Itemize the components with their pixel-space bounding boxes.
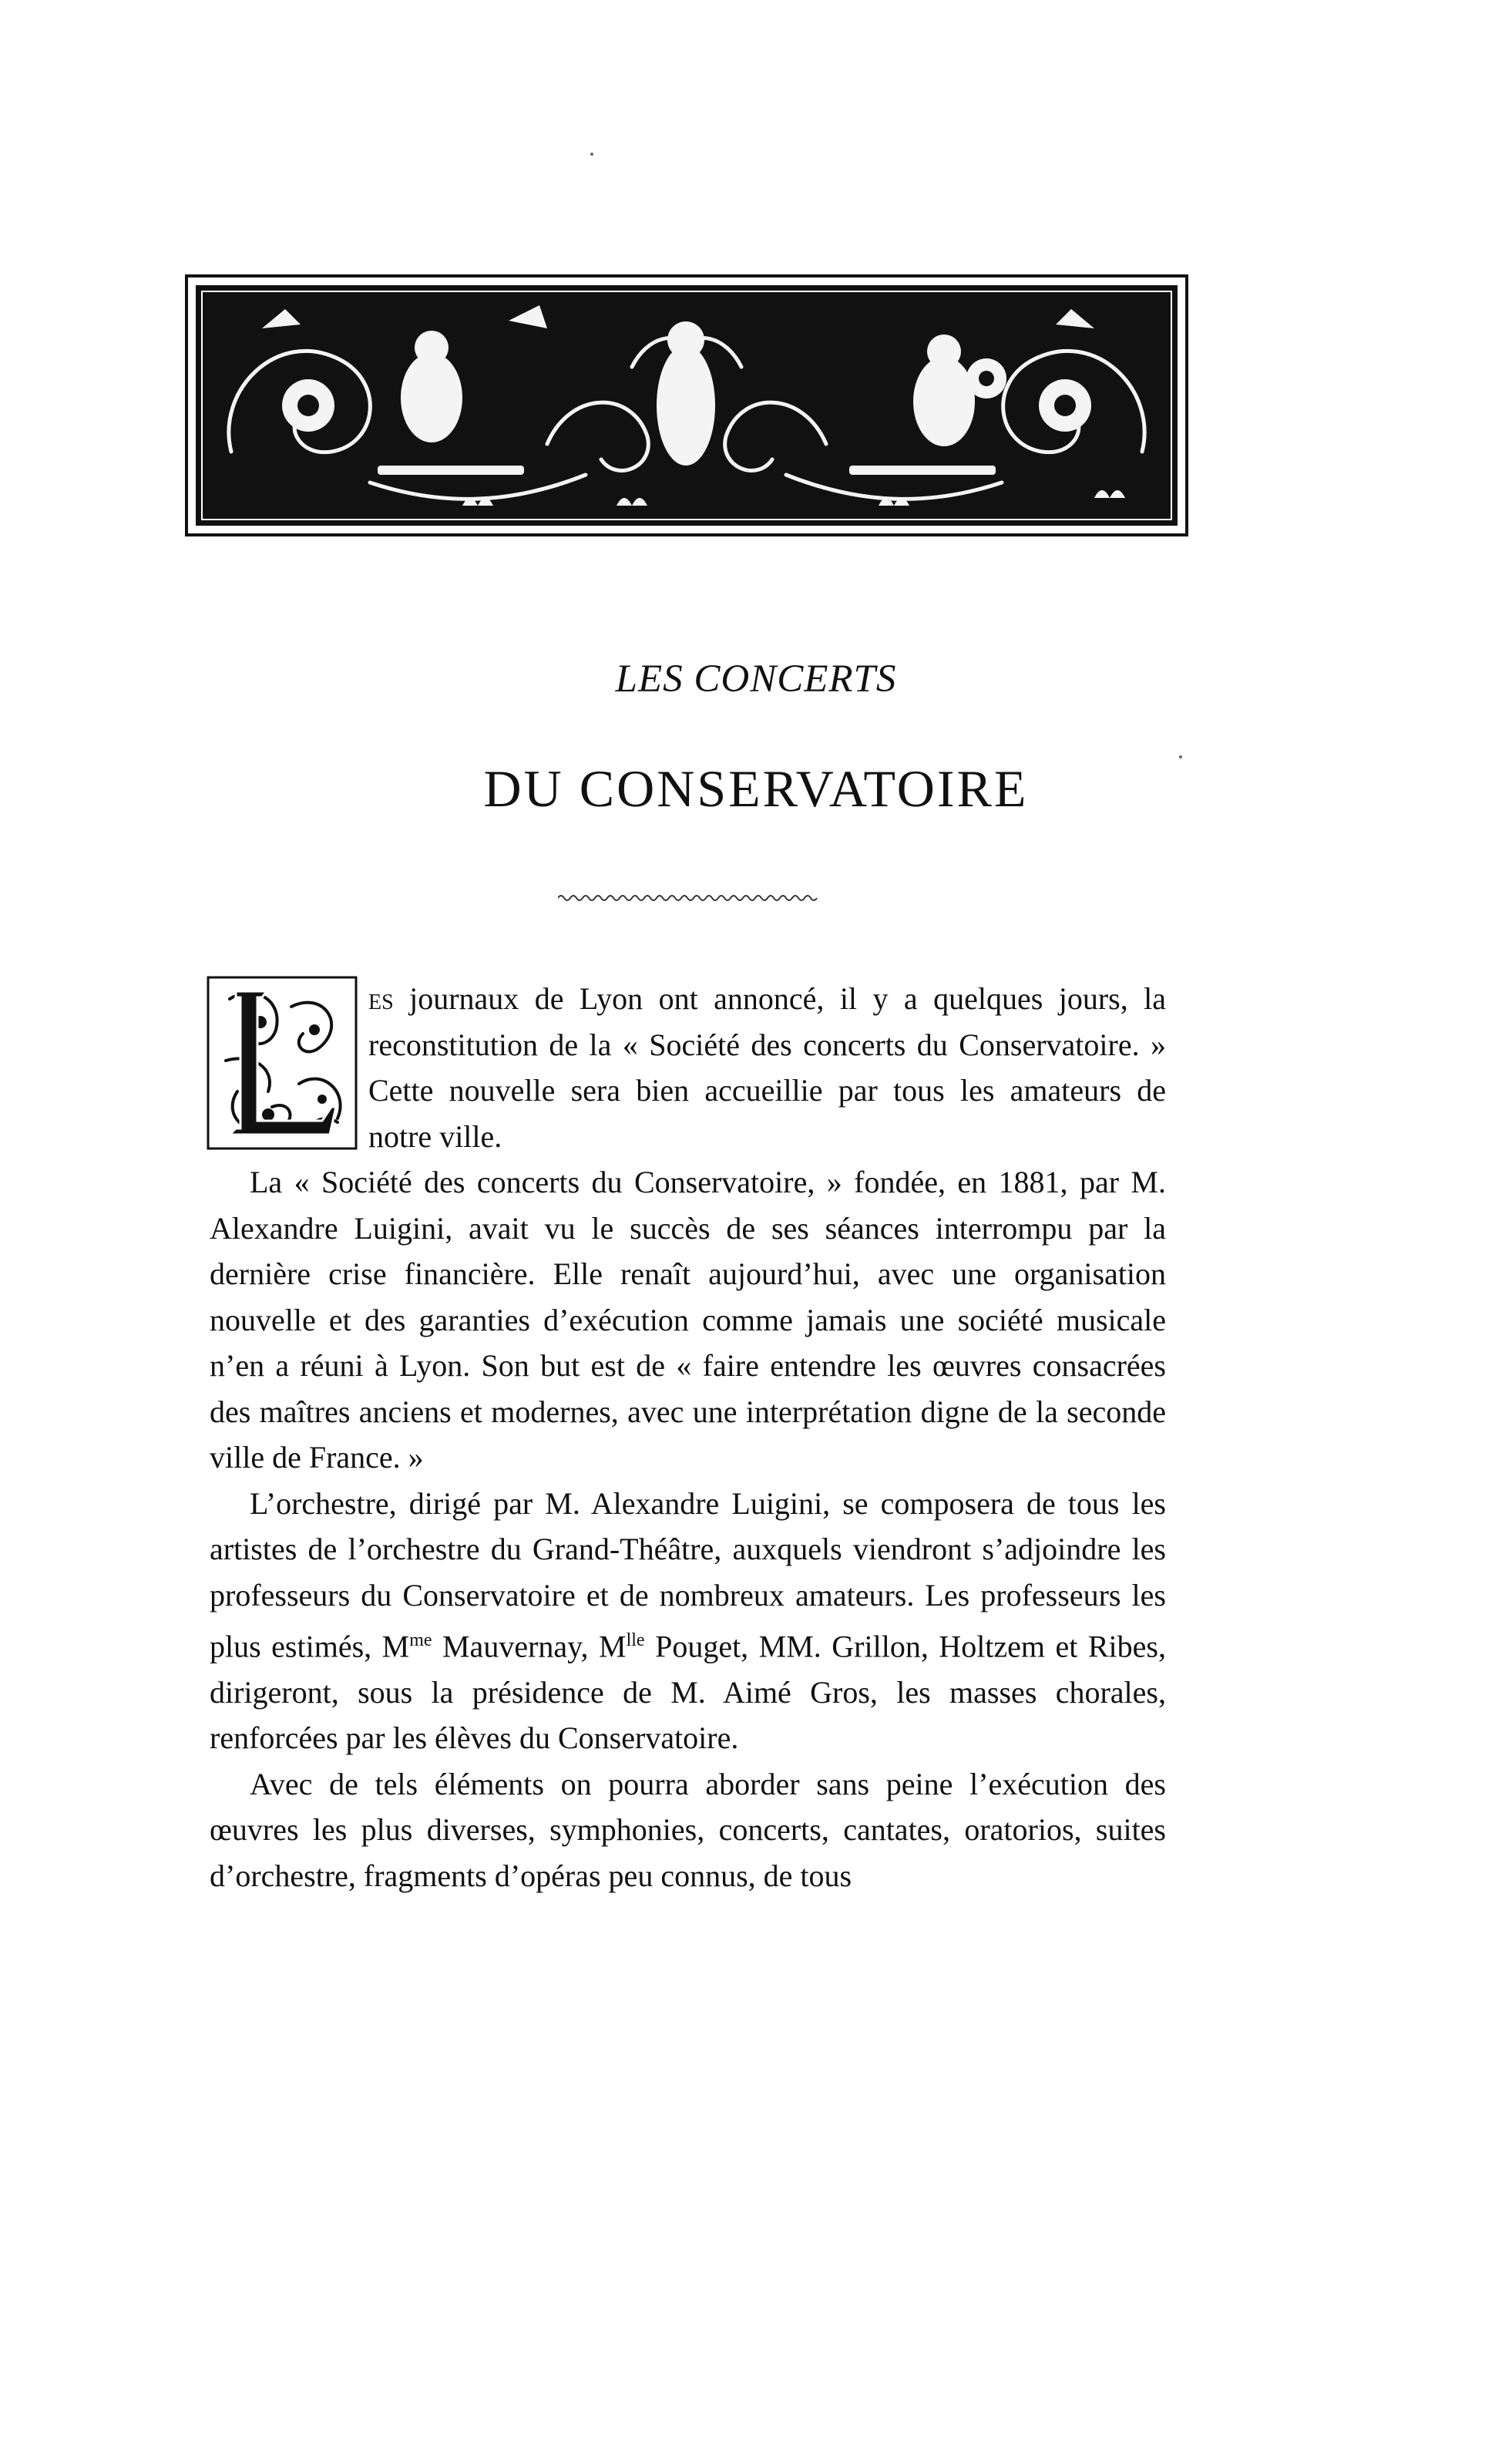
- ornamental-initial-icon: [207, 976, 358, 1150]
- wavy-rule-icon: [558, 893, 820, 903]
- engraved-headpiece-icon: [185, 274, 1188, 536]
- paragraph-3-text-c: Pouget, MM. Grillon, Holtzem et Ribes, dirigeront, sous la présidence de M. Aimé Gros, les masses chorales, renforcées par les élèves du Conservatoire.: [210, 1629, 1166, 1756]
- superscript-me: me: [409, 1630, 432, 1650]
- title-block: [0, 657, 1512, 818]
- paragraph-3-text-a: L’orchestre, dirigé par M. Alexandre Luigini, se composera de tous les artistes de l’orchestre du Grand-Théâtre, auxquels viendront s’adjoindre les professeurs du Conservatoire et de nombreux amateurs. Les professeurs les plus estimés, M: [210, 1485, 1166, 1664]
- scan-speck: [590, 153, 593, 156]
- paragraph-2: La « Société des concerts du Conservatoire, » fondée, en 1881, par M. Alexandre Luigini, avait vu le succès de ses séances interrompu par la dernière crise financière. Elle renaît aujourd’hui, avec une organisation nouvelle et des garanties d’exécution comme jamais une société musicale n’en a réuni à Lyon. Son but est de « faire entendre les œuvres consacrées des maîtres anciens et modernes, avec une interprétation digne de la seconde ville de France. »: [210, 1165, 1166, 1475]
- paragraph-3-text-b: Mauvernay, M: [432, 1629, 627, 1664]
- paragraph-1-text: journaux de Lyon ont annoncé, il y a quelques jours, la reconstitution de la « Société des concerts du Conservatoire. » Cette nouvelle sera bien accueillie par tous les amateurs de notre ville.: [368, 981, 1166, 1154]
- paragraph-3: [210, 1481, 1166, 1761]
- article-body: [207, 976, 1166, 1898]
- page-title-line2: DU CONSERVATOIRE: [483, 759, 1029, 818]
- scan-speck: [1179, 755, 1182, 758]
- decorative-headpiece: [185, 274, 1188, 536]
- page-title-line1: LES CONCERTS: [615, 657, 897, 701]
- paragraph-1: [207, 976, 1166, 1159]
- smallcaps-opening: es: [368, 981, 394, 1016]
- superscript-lle: lle: [626, 1630, 645, 1650]
- paragraph-4: Avec de tels éléments on pourra aborder sans peine l’exécution des œuvres les plus diverses, symphonies, concerts, cantates, oratorios, suites d’orchestre, fragments d’opéras peu connus, de tous: [210, 1766, 1166, 1893]
